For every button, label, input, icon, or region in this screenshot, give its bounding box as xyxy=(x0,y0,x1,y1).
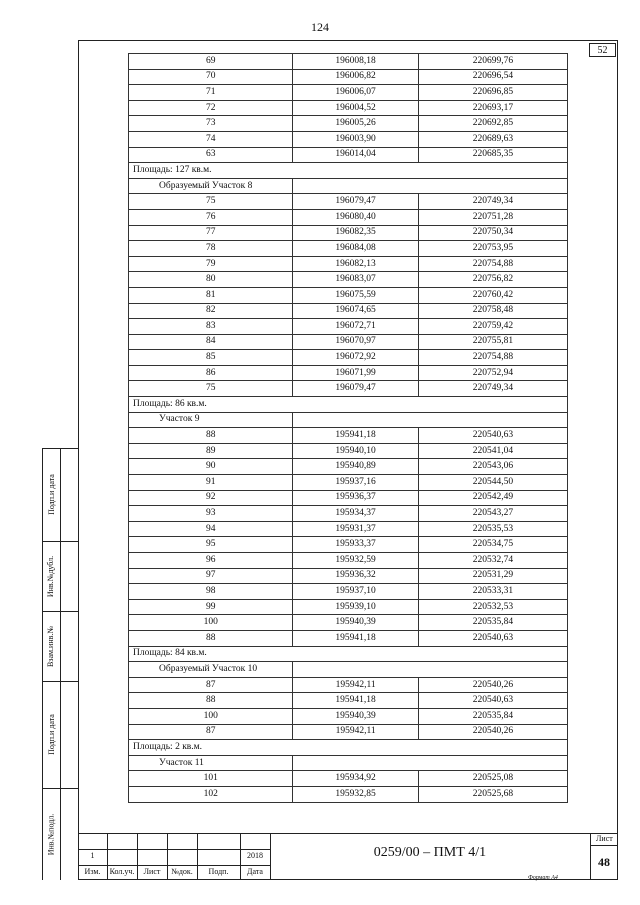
coord-x: 195940,10 xyxy=(293,443,418,459)
sheet-box: 52 xyxy=(589,43,616,57)
coord-x: 195933,37 xyxy=(293,537,418,553)
point-number: 81 xyxy=(129,287,293,303)
section-blank xyxy=(293,755,568,771)
table-row xyxy=(129,490,568,506)
section-title: Участок 9 xyxy=(129,412,293,428)
sheet-label: Лист xyxy=(596,834,613,843)
coord-x: 196084,08 xyxy=(293,241,418,257)
coord-y: 220759,42 xyxy=(418,319,567,335)
revision-number: 1 xyxy=(90,851,95,860)
coord-y: 220535,84 xyxy=(418,708,567,724)
format-label: Формат А4 xyxy=(528,875,558,881)
coord-x: 195942,11 xyxy=(293,677,418,693)
point-number: 95 xyxy=(129,537,293,553)
coord-y: 220531,29 xyxy=(418,568,567,584)
coord-x: 195941,18 xyxy=(293,428,418,444)
coord-y: 220540,63 xyxy=(418,428,567,444)
coord-y: 220540,63 xyxy=(418,693,567,709)
coord-y: 220750,34 xyxy=(418,225,567,241)
coord-x: 195937,16 xyxy=(293,475,418,491)
coord-y: 220754,88 xyxy=(418,256,567,272)
table-row xyxy=(129,194,568,210)
coord-y: 220541,04 xyxy=(418,443,567,459)
table-row xyxy=(129,287,568,303)
point-number: 94 xyxy=(129,521,293,537)
coord-x: 196006,07 xyxy=(293,85,418,101)
revision-year: 2018 xyxy=(247,851,263,860)
coord-y: 220696,54 xyxy=(418,69,567,85)
point-number: 75 xyxy=(129,381,293,397)
area-text: Площадь: 84 кв.м. xyxy=(129,646,568,662)
coord-x: 196070,97 xyxy=(293,334,418,350)
section-title: Участок 11 xyxy=(129,755,293,771)
table-row xyxy=(129,100,568,116)
coord-y: 220693,17 xyxy=(418,100,567,116)
table-row xyxy=(129,599,568,615)
table-row xyxy=(129,54,568,70)
coord-x: 196079,47 xyxy=(293,194,418,210)
section-row xyxy=(129,178,568,194)
coord-y: 220525,08 xyxy=(418,771,567,787)
table-row xyxy=(129,131,568,147)
stamp-inv-dubl: Инв.№дубл. xyxy=(46,555,56,597)
stamp-podp-data-1: Подп.и дата xyxy=(46,714,56,755)
table-row xyxy=(129,241,568,257)
area-row xyxy=(129,397,568,413)
point-number: 100 xyxy=(129,708,293,724)
coord-x: 195936,37 xyxy=(293,490,418,506)
coord-y: 220534,75 xyxy=(418,537,567,553)
section-title: Образуемый Участок 10 xyxy=(129,662,293,678)
coord-y: 220689,63 xyxy=(418,131,567,147)
point-number: 73 xyxy=(129,116,293,132)
point-number: 76 xyxy=(129,209,293,225)
table-row xyxy=(129,771,568,787)
coord-y: 220755,81 xyxy=(418,334,567,350)
point-number: 98 xyxy=(129,584,293,600)
coord-x: 195942,11 xyxy=(293,724,418,740)
coord-x: 195937,10 xyxy=(293,584,418,600)
area-row xyxy=(129,740,568,756)
section-blank xyxy=(293,178,568,194)
coord-y: 220535,53 xyxy=(418,521,567,537)
point-number: 87 xyxy=(129,677,293,693)
table-row xyxy=(129,537,568,553)
coord-x: 196003,90 xyxy=(293,131,418,147)
coord-x: 195932,59 xyxy=(293,553,418,569)
hdr-data: Дата xyxy=(247,867,263,876)
coord-y: 220532,53 xyxy=(418,599,567,615)
table-row xyxy=(129,615,568,631)
table-row xyxy=(129,256,568,272)
coord-y: 220754,88 xyxy=(418,350,567,366)
hdr-izm: Изм. xyxy=(84,867,101,876)
point-number: 82 xyxy=(129,303,293,319)
coord-x: 196004,52 xyxy=(293,100,418,116)
table-row xyxy=(129,677,568,693)
coord-y: 220760,42 xyxy=(418,287,567,303)
table-row xyxy=(129,568,568,584)
coord-y: 220756,82 xyxy=(418,272,567,288)
section-title: Образуемый Участок 8 xyxy=(129,178,293,194)
table-row xyxy=(129,319,568,335)
point-number: 99 xyxy=(129,599,293,615)
coord-x: 195940,89 xyxy=(293,459,418,475)
coord-x: 195934,37 xyxy=(293,506,418,522)
coord-x: 196014,04 xyxy=(293,147,418,163)
point-number: 77 xyxy=(129,225,293,241)
coord-x: 196072,71 xyxy=(293,319,418,335)
area-text: Площадь: 86 кв.м. xyxy=(129,397,568,413)
coord-x: 195932,85 xyxy=(293,786,418,802)
table-row xyxy=(129,459,568,475)
coord-y: 220753,95 xyxy=(418,241,567,257)
sheet-number: 48 xyxy=(598,855,610,869)
point-number: 69 xyxy=(129,54,293,70)
area-row xyxy=(129,163,568,179)
table-row xyxy=(129,693,568,709)
coord-x: 195939,10 xyxy=(293,599,418,615)
coord-y: 220699,76 xyxy=(418,54,567,70)
hdr-kol-uch: Кол.уч. xyxy=(109,867,135,876)
coord-x: 195941,18 xyxy=(293,630,418,646)
coord-x: 196079,47 xyxy=(293,381,418,397)
table-row xyxy=(129,428,568,444)
point-number: 97 xyxy=(129,568,293,584)
point-number: 63 xyxy=(129,147,293,163)
coord-y: 220540,26 xyxy=(418,724,567,740)
point-number: 96 xyxy=(129,553,293,569)
table-row xyxy=(129,630,568,646)
area-text: Площадь: 127 кв.м. xyxy=(129,163,568,179)
point-number: 87 xyxy=(129,724,293,740)
coord-x: 195936,32 xyxy=(293,568,418,584)
area-row xyxy=(129,646,568,662)
table-row xyxy=(129,225,568,241)
point-number: 88 xyxy=(129,428,293,444)
point-number: 74 xyxy=(129,131,293,147)
coord-x: 196080,40 xyxy=(293,209,418,225)
coord-x: 196074,65 xyxy=(293,303,418,319)
coord-y: 220543,06 xyxy=(418,459,567,475)
coordinates-table xyxy=(128,53,568,803)
stamp-vzam-inv: Взам.инв.№ xyxy=(46,625,56,667)
table-row xyxy=(129,786,568,802)
point-number: 101 xyxy=(129,771,293,787)
left-stamp xyxy=(42,448,78,880)
coord-x: 196006,82 xyxy=(293,69,418,85)
table-row xyxy=(129,303,568,319)
point-number: 75 xyxy=(129,194,293,210)
table-row xyxy=(129,147,568,163)
point-number: 85 xyxy=(129,350,293,366)
point-number: 78 xyxy=(129,241,293,257)
point-number: 71 xyxy=(129,85,293,101)
document-code: 0259/00 – ПМТ 4/1 xyxy=(373,845,487,860)
coord-x: 196071,99 xyxy=(293,365,418,381)
coord-y: 220544,50 xyxy=(418,475,567,491)
coord-y: 220532,74 xyxy=(418,553,567,569)
table-row xyxy=(129,365,568,381)
point-number: 90 xyxy=(129,459,293,475)
point-number: 70 xyxy=(129,69,293,85)
coord-x: 196082,35 xyxy=(293,225,418,241)
hdr-list: Лист xyxy=(143,867,161,876)
point-number: 84 xyxy=(129,334,293,350)
table-row xyxy=(129,584,568,600)
coord-y: 220540,26 xyxy=(418,677,567,693)
table-row xyxy=(129,116,568,132)
point-number: 88 xyxy=(129,630,293,646)
section-blank xyxy=(293,662,568,678)
point-number: 79 xyxy=(129,256,293,272)
section-blank xyxy=(293,412,568,428)
coord-y: 220749,34 xyxy=(418,381,567,397)
area-text: Площадь: 2 кв.м. xyxy=(129,740,568,756)
point-number: 86 xyxy=(129,365,293,381)
coord-x: 195934,92 xyxy=(293,771,418,787)
point-number: 93 xyxy=(129,506,293,522)
table-row xyxy=(129,521,568,537)
coord-y: 220540,63 xyxy=(418,630,567,646)
stamp-inv-podl: Инв.№подл. xyxy=(46,813,56,855)
table-row xyxy=(129,85,568,101)
stamp-podp-data-2: Подп.и дата xyxy=(46,474,56,515)
table-row xyxy=(129,708,568,724)
table-row xyxy=(129,381,568,397)
coord-y: 220685,35 xyxy=(418,147,567,163)
coord-y: 220692,85 xyxy=(418,116,567,132)
table-row xyxy=(129,443,568,459)
point-number: 91 xyxy=(129,475,293,491)
coord-y: 220749,34 xyxy=(418,194,567,210)
table-row xyxy=(129,350,568,366)
table-row xyxy=(129,506,568,522)
coord-x: 196005,26 xyxy=(293,116,418,132)
coord-y: 220525,68 xyxy=(418,786,567,802)
coord-x: 195940,39 xyxy=(293,708,418,724)
table-row xyxy=(129,724,568,740)
point-number: 88 xyxy=(129,693,293,709)
point-number: 72 xyxy=(129,100,293,116)
section-row xyxy=(129,412,568,428)
table-row xyxy=(129,475,568,491)
coord-x: 195941,18 xyxy=(293,693,418,709)
coord-y: 220752,94 xyxy=(418,365,567,381)
table-row xyxy=(129,334,568,350)
coord-y: 220543,27 xyxy=(418,506,567,522)
coord-x: 196075,59 xyxy=(293,287,418,303)
coord-x: 196082,13 xyxy=(293,256,418,272)
coord-x: 196008,18 xyxy=(293,54,418,70)
coord-y: 220758,48 xyxy=(418,303,567,319)
point-number: 102 xyxy=(129,786,293,802)
hdr-ndok: №док. xyxy=(171,867,193,876)
coord-x: 195940,39 xyxy=(293,615,418,631)
table-row xyxy=(129,209,568,225)
hdr-podp: Подп. xyxy=(208,867,229,876)
point-number: 89 xyxy=(129,443,293,459)
point-number: 83 xyxy=(129,319,293,335)
coord-y: 220533,31 xyxy=(418,584,567,600)
coord-x: 196072,92 xyxy=(293,350,418,366)
coord-y: 220751,28 xyxy=(418,209,567,225)
page-number: 124 xyxy=(311,20,329,34)
coord-y: 220535,84 xyxy=(418,615,567,631)
coord-x: 195931,37 xyxy=(293,521,418,537)
point-number: 80 xyxy=(129,272,293,288)
coord-x: 196083,07 xyxy=(293,272,418,288)
coord-y: 220542,49 xyxy=(418,490,567,506)
table-row xyxy=(129,272,568,288)
point-number: 100 xyxy=(129,615,293,631)
table-row xyxy=(129,69,568,85)
section-row xyxy=(129,662,568,678)
coord-y: 220696,85 xyxy=(418,85,567,101)
point-number: 92 xyxy=(129,490,293,506)
section-row xyxy=(129,755,568,771)
table-row xyxy=(129,553,568,569)
